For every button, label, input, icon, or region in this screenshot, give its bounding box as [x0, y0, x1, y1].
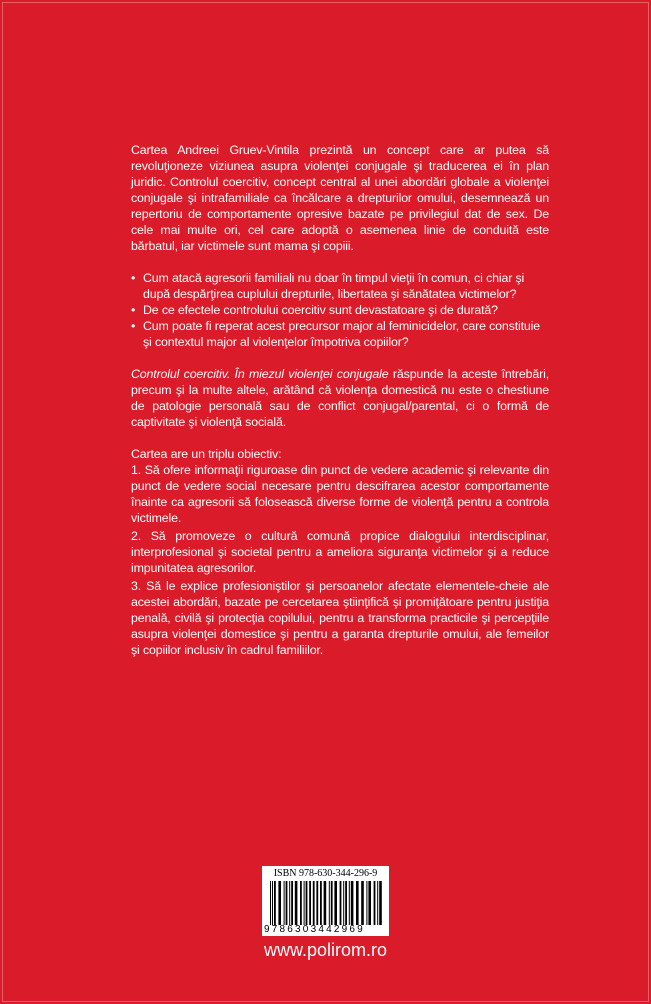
- barcode-bar: [286, 881, 288, 925]
- isbn-barcode: [262, 866, 389, 936]
- objectives-title: Cartea are un triplu obiectiv:: [131, 447, 282, 461]
- barcode-bar: [361, 881, 364, 925]
- barcode-bar: [289, 881, 290, 925]
- barcode-bar: [374, 881, 376, 925]
- barcode-bar: [316, 881, 318, 925]
- barcode-bar: [343, 881, 344, 925]
- barcode-bar: [349, 881, 350, 925]
- intro-paragraph: Cartea Andreei Gruev-Vintila prezintă un concept care ar putea să revoluţioneze viziunea asupra violenţei conjugale şi traducerea ei în plan juridic. Controlul coercitiv, concept central al unei abordări globale a violenţei conjugale şi intrafamiliale ca încălcare a drepturilor omului, desemnează un repertoriu de comportamente opresive bazate pe privilegiul dat de sex. De cele mai multe ori, cel care adoptă o asemenea linie de conduită este bărbatul, iar victimele sunt mama şi copiii.: [131, 143, 549, 253]
- barcode-bar: [340, 881, 342, 925]
- barcode-bar: [270, 881, 271, 925]
- barcode-bar: [320, 881, 322, 925]
- back-cover-text: [131, 142, 549, 660]
- barcode-bar: [300, 881, 302, 925]
- barcode-bar: [356, 881, 359, 925]
- barcode-digits: 9786303442969: [264, 924, 365, 935]
- answer-text: răspunde la aceste întrebări, precum şi la multe altele, arătând că violenţa domestică nu este o chestiune de patologie personală sau de conflict conjugal/parental, ci o formă de captivitate şi violenţă socială.: [131, 367, 549, 429]
- barcode-bar: [291, 881, 293, 925]
- barcode-bar: [309, 881, 311, 925]
- objective-item: 3. Să le explice profesioniştilor şi persoanelor afectate elementele-cheie ale acestei abordări, bazate pe cercetarea ştiinţifică şi promiţătoare pentru justiţia penală, civilă şi protecţia copilului, pentru a transforma practicile şi percepţiile asupra violenţei domestice şi pentru a garanta drepturile omului, ale femeilor şi copiilor inclusiv în cadrul familiilor.: [131, 579, 549, 657]
- barcode-bar: [377, 881, 378, 925]
- questions-list: [131, 270, 549, 350]
- barcode-bar: [313, 881, 315, 925]
- barcode-bar: [345, 881, 347, 925]
- objective-item: 1. Să ofere informaţii riguroase din punct de vedere academic şi relevante din punct de vedere social necesare pentru descifrarea acestor comportamente înainte ca agresorii să folosească diverse forme de violenţă pentru a controla victimele.: [131, 463, 549, 525]
- barcode-bar: [379, 881, 382, 925]
- objective-item: 2. Să promoveze o cultură comună propice dialogului interdisciplinar, interprofesional şi societal pentru a ameliora siguranţa victimelor şi a reduce impunitatea agresorilor.: [131, 529, 549, 575]
- answer-paragraph: [131, 366, 549, 430]
- barcode-bar: [274, 881, 276, 925]
- question-item: • Cum atacă agresorii familiali nu doar în timpul vieţii în comun, ci chiar şi după despărţirea cuplului drepturile, libertatea şi sănătatea victimelor?: [131, 270, 549, 302]
- barcode-bar: [334, 881, 337, 925]
- barcode-bar: [329, 881, 330, 925]
- barcode-bar: [366, 881, 367, 925]
- barcode-bar: [306, 881, 308, 925]
- book-title: Controlul coercitiv. În miezul violenţei conjugale: [131, 367, 389, 381]
- barcode-bar: [284, 881, 285, 925]
- barcode-bar: [324, 881, 327, 925]
- barcode-bar: [278, 881, 281, 925]
- publisher-website: www.polirom.ro: [263, 940, 388, 960]
- barcode-bar: [351, 881, 354, 925]
- barcode-bars: [268, 881, 383, 925]
- barcode-bar: [368, 881, 371, 925]
- question-item: • Cum poate fi reperat acest precursor major al feminicidelor, care constituie şi contextul major al violenţelor împotriva copiilor?: [131, 318, 549, 350]
- isbn-label: ISBN 978-630-344-296-9: [273, 868, 378, 879]
- barcode-bar: [272, 881, 273, 925]
- barcode-bar: [304, 881, 305, 925]
- barcode-bar: [295, 881, 298, 925]
- question-item: • De ce efectele controlului coercitiv sunt devastatoare şi de durată?: [131, 302, 549, 318]
- barcode-bar: [331, 881, 333, 925]
